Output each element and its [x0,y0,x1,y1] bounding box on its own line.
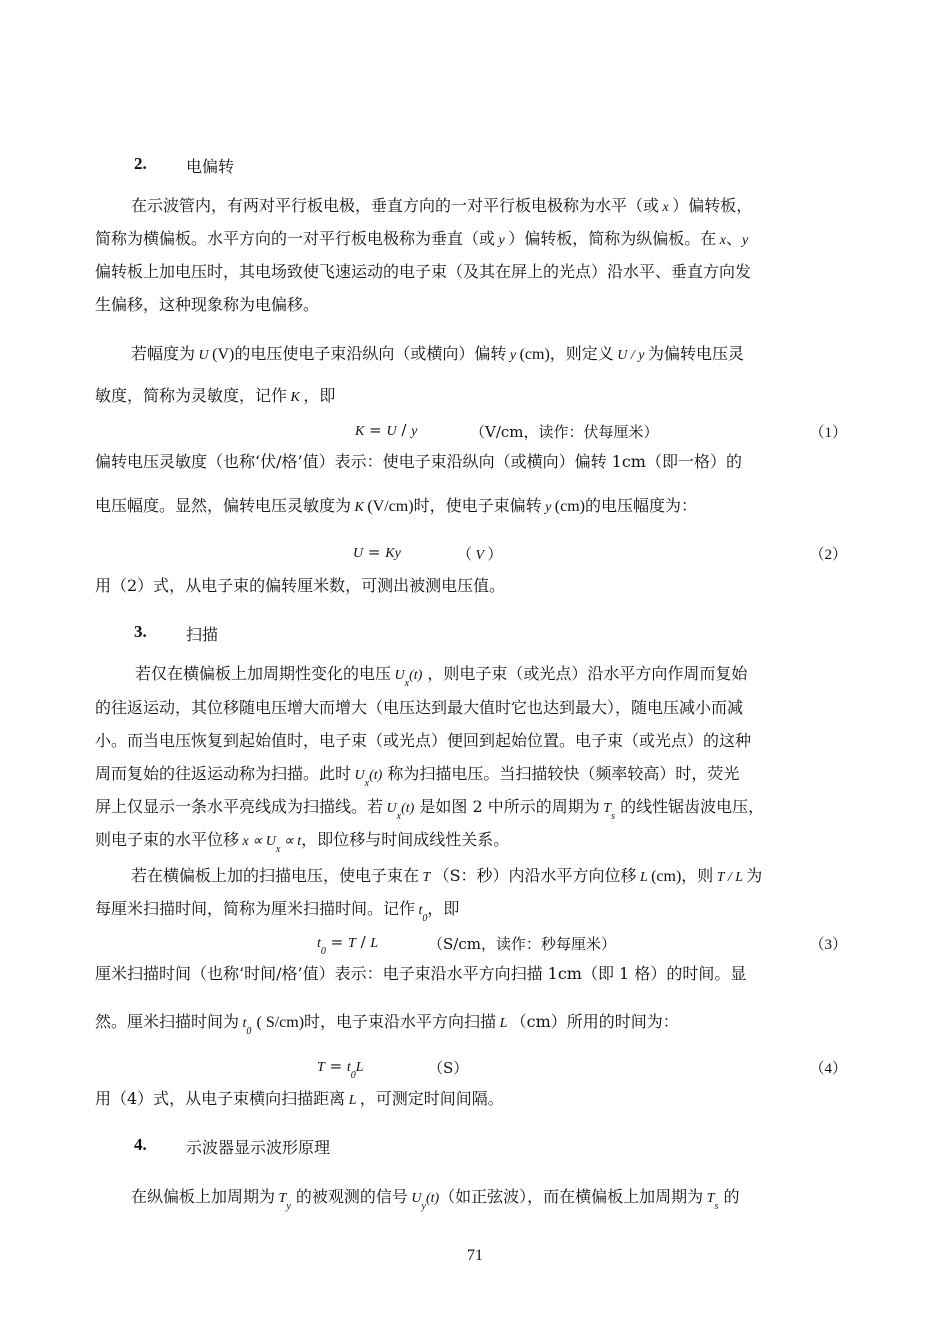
equation-number: （2） [809,547,847,563]
text: (cm)，则 [651,868,714,885]
equation-number: （1） [809,425,847,441]
text: ，即 [303,386,336,405]
equation-formula: U = Ky [353,543,401,561]
text: 则电子束的水平位移 [95,830,240,849]
section-number: 3. [134,622,147,641]
text: (V/cm)时，使电子束偏转 [367,498,542,515]
text: 为偏转电压灵 [648,344,745,363]
text: 称为扫描电压。当扫描较快（频率较高）时，荧光 [387,764,740,783]
text: 屏上仅显示一条水平亮线成为扫描线。若 [95,797,384,816]
document-page: 2. 电偏转 在示波管内，有两对平行板电极，垂直方向的一对平行板电极称为水平（或 x ）偏转板， 简称为横偏板。水平方向的一对平行板电极称为垂直（或 y ）偏转板，简称为纵偏板。在 x、y 偏转板上加电压时，其电场致使飞速运动的电子束（及其在屏上的光点）沿水平、垂直方向发 生偏移，这种现象称为电偏移。 若幅度为 U (V)的电压使电子束沿纵向（或横向）偏转 y (cm)，则定义 U / y 为偏转电压灵 敏度，简称为灵敏度，记作 K ，即 K = U / y （V/cm，读作：伏每厘米） （1） 偏转电压灵敏度（也称‘伏/格’值）表示：使电子束沿纵向（或横向）偏转 1cm（即一格）的 电压幅度。显然，偏转电压灵敏度为 K (V/cm)时，使电子束偏转 y (cm)的电压幅度为： U = Ky （ V ） （2） 用（2）式，从电子束的偏转厘米数，可测出被测电压值。 3. 扫描 若仅在横偏板上加周期性变化的电压 $U_x(t)$ ，则电子束（或光点）沿水平方向作周而复始 的往返运动，其位移随电压增大而增大（电压达到最大值时它也达到最大），随电压减小而减 小。而当电压恢复到起始值时，电子束（或光点）便回到起始位置。电子束（或光点）的这种 周而复始的往返运动称为扫描。此时 $U_x(t)$ 称为扫描电压。当扫描较快（频率较高）时，荧光 屏上仅显示一条水平亮线成为扫描线。若 $U_x(t)$ 是如图 2 中所示的周期为 $T_s$ 的线性锯齿波电压， 则电子束的水平位移 $x \propto U_x \propto t$，即位移与时间成线性关系。 若在横偏板上加的扫描电压，使电子束在 T （S：秒）内沿水平方向位移 L (cm)，则 T / L 为 每厘米扫描时间，简称为厘米扫描时间。记作 $t_0$，即 $t_0 = T / L$ （S/cm，读作：秒每厘米） （3） 厘米扫描时间（也称‘时间/格’值）表示：电子束沿水平方向扫描 1cm（即 1 格）的时间。显 然。厘米扫描时间为 $t_0$ ( S/cm)时，电子束沿水平方向扫描 L （cm）所用的时间为： $T = t_0L$ （S） （4） 用（4）式，从电子束横向扫描距离 L ，可测定时间间隔。 4. 示波器显示波形原理 在纵偏板上加周期为 $T_y$ 的被观测的信号 $U_y(t)$（如正弦波），而在横偏板上加周期为 $T_s$ 的 71 [0,0,950,1341]
text: 简称为横偏板。水平方向的一对平行板电极称为垂直（或 [95,229,496,248]
text: (cm)，则定义 [519,346,614,363]
section-title: 电偏转 [186,157,235,176]
text: ，可测定时间间隔。 [359,1089,504,1108]
text: 偏转板上加电压时，其电场致使飞速运动的电子束（及其在屏上的光点）沿水平、垂直方向发 [95,262,752,281]
text: 若在横偏板上加的扫描电压，使电子束在 [131,866,420,885]
text: 每厘米扫描时间，简称为厘米扫描时间。记作 [95,899,416,918]
equation-number: （4） [809,1061,847,1077]
text: 周而复始的往返运动称为扫描。此时 [95,764,352,783]
equation-unit: （V/cm，读作：伏每厘米） [470,423,659,441]
text: 的 [723,1187,740,1206]
section-title: 示波器显示波形原理 [186,1138,331,1157]
text: 敏度，简称为灵敏度，记作 [95,386,288,405]
equation-unit: （ V ） [457,545,503,563]
section-number: 4. [134,1135,147,1154]
equation-formula: $t_0 = T / L$ [317,933,379,957]
text: 然。厘米扫描时间为 [95,1012,240,1031]
text: 若幅度为 [131,344,196,363]
equation-formula: K = U / y [355,421,418,439]
text: 为 [746,866,763,885]
text: 的线性锯齿波电压， [620,797,765,816]
text: ）偏转板， [672,196,753,215]
text: ，则电子束（或光点）沿水平方向作周而复始 [427,664,748,683]
text: （cm）所用的时间为： [510,1012,679,1031]
text: 若仅在横偏板上加周期性变化的电压 [135,664,392,683]
text: (cm)的电压幅度为： [554,498,698,515]
text: 偏转电压灵敏度（也称‘伏/格’值）表示：使电子束沿纵向（或横向）偏转 1cm（即一格）的 [95,452,742,471]
text: 用（2）式，从电子束的偏转厘米数，可测出被测电压值。 [95,576,506,595]
equation-number: （3） [809,937,847,953]
text: （S：秒）内沿水平方向位移 [433,866,637,885]
text: 用（4）式，从电子束横向扫描距离 [95,1089,346,1108]
text: ）偏转板，简称为纵偏板。在 [508,229,717,248]
text: 小。而当电压恢复到起始值时，电子束（或光点）便回到起始位置。电子束（或光点）的这种 [95,731,752,750]
section-title: 扫描 [186,625,219,644]
text: 在纵偏板上加周期为 [131,1187,276,1206]
section-number: 2. [134,154,147,173]
text: 在示波管内，有两对平行板电极，垂直方向的一对平行板电极称为水平（或 [131,196,660,215]
text: ( S/cm)时，电子束沿水平方向扫描 [256,1014,497,1031]
text: 电压幅度。显然，偏转电压灵敏度为 [95,496,352,515]
text: 厘米扫描时间（也称‘时间/格’值）表示：电子束沿水平方向扫描 1cm（即 1 格）的时间。显 [95,964,747,983]
text: 生偏移，这种现象称为电偏移。 [95,295,320,314]
text: 的被观测的信号 [295,1187,408,1206]
text: （如正弦波），而在横偏板上加周期为 [439,1187,704,1206]
equation-unit: （S） [428,1059,469,1077]
text: 是如图 2 中所示的周期为 [419,797,600,816]
equation-formula: $T = t_0L$ [317,1057,364,1081]
text: ，即 [427,899,460,918]
text: 的往返运动，其位移随电压增大而增大（电压达到最大值时它也达到最大），随电压减小而减 [95,698,744,717]
text: ，即位移与时间成线性关系。 [301,830,510,849]
text: (V)的电压使电子束沿纵向（或横向）偏转 [212,346,507,363]
equation-unit: （S/cm，读作：秒每厘米） [428,935,616,953]
page-number: 71 [467,1247,483,1264]
